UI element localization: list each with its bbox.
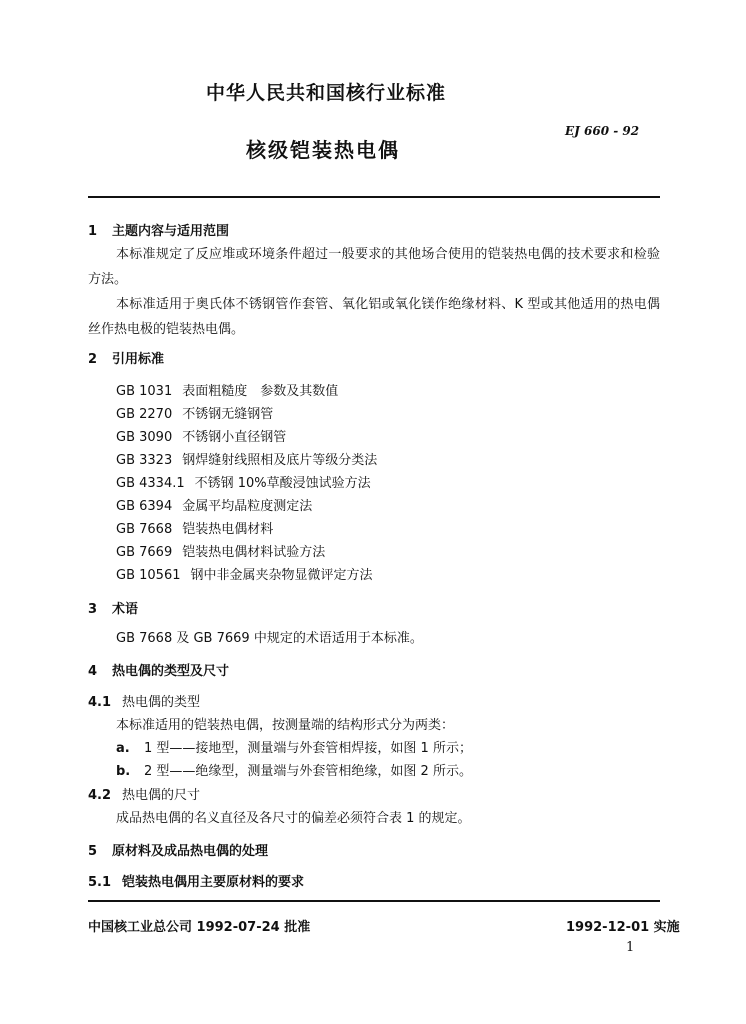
list-item bbox=[116, 760, 472, 779]
list-marker: a. bbox=[116, 741, 130, 756]
reference-code: GB 6394 bbox=[116, 499, 173, 514]
footer-divider bbox=[88, 900, 660, 902]
section-title: 主题内容与适用范围 bbox=[112, 224, 230, 239]
reference-name: 铠装热电偶材料试验方法 bbox=[182, 545, 326, 560]
section-3-text: GB 7668 及 GB 7669 中规定的术语适用于本标准。 bbox=[116, 631, 423, 646]
reference-name: 不锈钢小直径钢管 bbox=[182, 430, 287, 445]
reference-item bbox=[116, 426, 286, 445]
reference-item bbox=[116, 380, 338, 399]
subsection-4-2-text: 成品热电偶的名义直径及各尺寸的偏差必须符合表 1 的规定。 bbox=[116, 811, 471, 826]
reference-code: GB 1031 bbox=[116, 384, 173, 399]
list-text: 1 型——接地型，测量端与外套管相焊接，如图 1 所示； bbox=[144, 741, 472, 756]
document-title: 核级铠装热电偶 bbox=[246, 138, 400, 162]
reference-code: GB 4334.1 bbox=[116, 476, 185, 491]
section-title: 术语 bbox=[112, 602, 139, 617]
reference-item bbox=[116, 472, 371, 491]
section-4-heading bbox=[88, 660, 229, 679]
reference-code: GB 10561 bbox=[116, 568, 181, 583]
list-text: 2 型——绝缘型，测量端与外套管相绝缘，如图 2 所示。 bbox=[144, 764, 472, 779]
section-number: 1 bbox=[88, 224, 98, 239]
reference-name: 钢焊缝射线照相及底片等级分类法 bbox=[182, 453, 378, 468]
reference-name: 铠装热电偶材料 bbox=[182, 522, 274, 537]
reference-name: 表面粗糙度 参数及其数值 bbox=[182, 384, 339, 399]
section-1-heading bbox=[88, 220, 229, 239]
reference-item bbox=[116, 564, 373, 583]
section-number: 5 bbox=[88, 844, 98, 859]
list-item bbox=[116, 737, 472, 756]
reference-item bbox=[116, 449, 377, 468]
subsection-number: 5.1 bbox=[88, 875, 112, 890]
reference-item bbox=[116, 495, 312, 514]
list-marker: b. bbox=[116, 764, 131, 779]
issuer-title: 中华人民共和国核行业标准 bbox=[206, 82, 447, 104]
reference-name: 不锈钢无缝钢管 bbox=[182, 407, 274, 422]
subsection-5-1-heading bbox=[88, 871, 304, 890]
subsection-number: 4.2 bbox=[88, 788, 112, 803]
reference-code: GB 7669 bbox=[116, 545, 173, 560]
implementation-date: 1992-12-01 实施 bbox=[566, 920, 680, 935]
document-code: EJ 660 - 92 bbox=[565, 124, 640, 138]
subsection-number: 4.1 bbox=[88, 695, 112, 710]
section-3-heading bbox=[88, 598, 138, 617]
section-5-heading bbox=[88, 840, 268, 859]
header-divider bbox=[88, 196, 660, 198]
reference-name: 金属平均晶粒度测定法 bbox=[182, 499, 313, 514]
section-title: 原材料及成品热电偶的处理 bbox=[112, 844, 269, 859]
reference-code: GB 3323 bbox=[116, 453, 173, 468]
approval-line: 中国核工业总公司 1992-07-24 批准 bbox=[88, 920, 311, 935]
subsection-title: 热电偶的类型 bbox=[122, 695, 201, 710]
reference-code: GB 3090 bbox=[116, 430, 173, 445]
subsection-4-1-text: 本标准适用的铠装热电偶，按测量端的结构形式分为两类： bbox=[116, 718, 455, 733]
subsection-title: 铠装热电偶用主要原材料的要求 bbox=[122, 875, 305, 890]
reference-code: GB 2270 bbox=[116, 407, 173, 422]
section-number: 3 bbox=[88, 602, 98, 617]
reference-name: 不锈钢 10%草酸浸蚀试验方法 bbox=[194, 476, 371, 491]
section-title: 引用标准 bbox=[112, 352, 165, 367]
reference-item bbox=[116, 518, 273, 537]
section-number: 2 bbox=[88, 352, 98, 367]
section-1-paragraph-1: 本标准规定了反应堆或环境条件超过一般要求的其他场合使用的铠装热电偶的技术要求和检验方法。 bbox=[88, 247, 660, 287]
subsection-title: 热电偶的尺寸 bbox=[122, 788, 201, 803]
page-number: 1 bbox=[626, 940, 635, 955]
section-title: 热电偶的类型及尺寸 bbox=[112, 664, 230, 679]
subsection-4-1-heading bbox=[88, 691, 200, 710]
reference-name: 钢中非金属夹杂物显微评定方法 bbox=[190, 568, 373, 583]
reference-code: GB 7668 bbox=[116, 522, 173, 537]
section-1-paragraph-2: 本标准适用于奥氏体不锈钢管作套管、氧化铝或氧化镁作绝缘材料、K 型或其他适用的热电偶丝作热电极的铠装热电偶。 bbox=[88, 297, 660, 337]
reference-item bbox=[116, 541, 325, 560]
subsection-4-2-heading bbox=[88, 784, 200, 803]
section-number: 4 bbox=[88, 664, 98, 679]
section-2-heading bbox=[88, 348, 164, 367]
reference-item bbox=[116, 403, 273, 422]
